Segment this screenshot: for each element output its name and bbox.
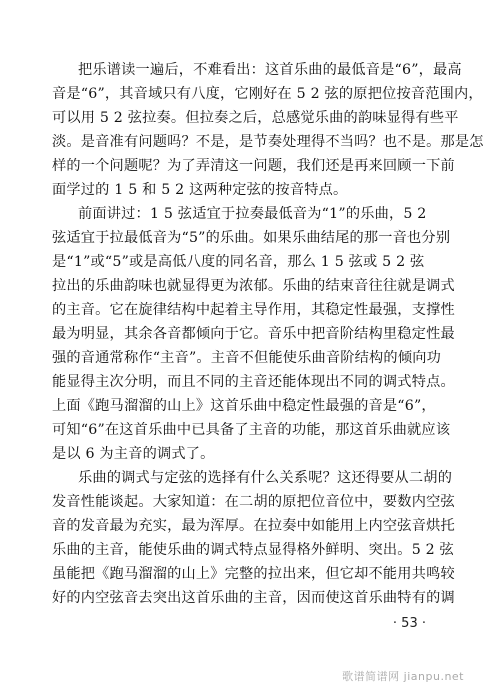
text-line: 强的音通常称作“主音”。主音不但能使乐曲音阶结构的倾向功: [52, 350, 441, 366]
text-line: 是以 6 为主音的调式了。: [52, 446, 215, 462]
text-line: 可知“6”在这首乐曲中已具备了主音的功能，那这首乐曲就应该: [52, 422, 451, 438]
body-text: [52, 58, 484, 610]
text-line: 音的发音最为充实，最为浑厚。在拉奏中如能用上内空弦音烘托: [52, 518, 455, 534]
text-line: 好的内空弦音去突出这首乐曲的主音，因而使这首乐曲特有的调: [52, 590, 455, 606]
text-line: 弦适宜于拉最低音为“5”的乐曲。如果乐曲结尾的那一音也分别: [52, 230, 451, 246]
text-line: 淡。是音准有问题吗？不是，是节奏处理得不当吗？也不是。那是怎: [52, 134, 484, 150]
text-line: 虽能把《跑马溜溜的山上》完整的拉出来，但它却不能用共鸣较: [52, 566, 455, 582]
site-watermark: 歌谱简谱网 jianpu.net: [342, 670, 464, 683]
text-line: 能显得主次分明，而且不同的主音还能体现出不同的调式特点。: [52, 374, 455, 390]
text-line: 把乐谱读一遍后，不难看出：这首乐曲的最低音是“6”，最高: [78, 62, 462, 78]
text-line: 音是“6”，其音域只有八度，它刚好在 5 2 弦的原把位按音范围内，: [52, 86, 483, 102]
text-line: 最为明显，其余各音都倾向于它。音乐中把音阶结构里稳定性最: [52, 326, 455, 342]
text-line: 发音性能谈起。大家知道：在二胡的原把位音位中，要数内空弦: [52, 494, 455, 510]
text-line: 面学过的 1 5 和 5 2 这两种定弦的按音特点。: [52, 182, 348, 198]
text-line: 是“1”或“5”或是高低八度的同名音，那么 1 5 弦或 5 2 弦: [52, 254, 425, 270]
text-line: 样的一个问题呢？为了弄清这一问题，我们还是再来回顾一下前: [52, 158, 455, 174]
text-line: 乐曲的调式与定弦的选择有什么关系呢？这还得要从二胡的: [78, 470, 453, 486]
text-line: 拉出的乐曲韵味也就显得更为浓郁。乐曲的结束音往往就是调式: [52, 278, 455, 294]
text-line: 前面讲过：1 5 弦适宜于拉奏最低音为“1”的乐曲，5 2: [78, 206, 427, 222]
text-line: 的主音。它在旋律结构中起着主导作用，其稳定性最强，支撑性: [52, 302, 455, 318]
text-line: 上面《跑马溜溜的山上》这首乐曲中稳定性最强的音是“6”，: [52, 398, 436, 414]
text-line: 乐曲的主音，能使乐曲的调式特点显得格外鲜明、突出。5 2 弦: [52, 542, 454, 558]
text-line: 可以用 5 2 弦拉奏。但拉奏之后，总感觉乐曲的韵味显得有些平: [52, 110, 459, 126]
page-number: · 53 ·: [392, 616, 426, 631]
